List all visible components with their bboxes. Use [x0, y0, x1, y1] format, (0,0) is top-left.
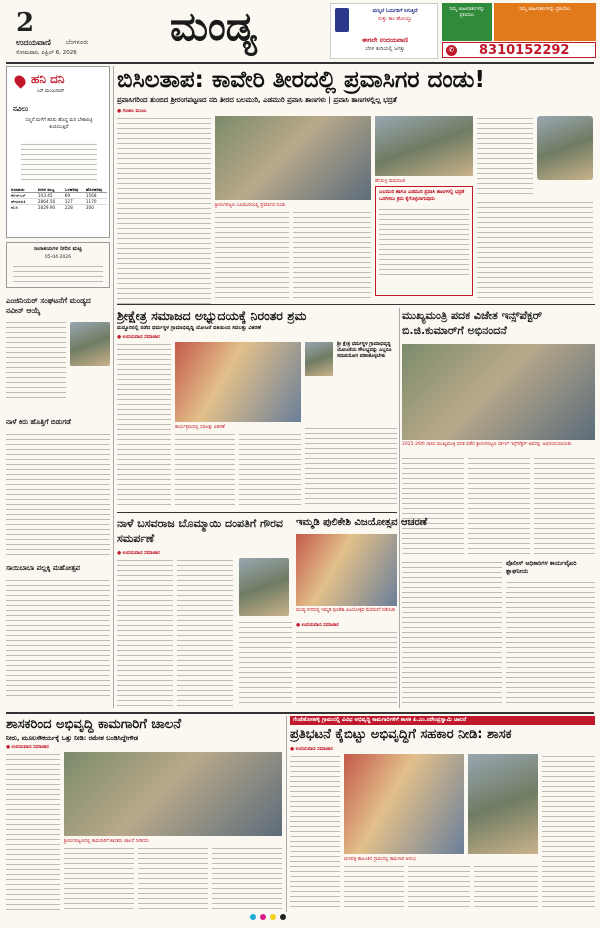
table-row	[11, 205, 107, 210]
bottom-left-story	[6, 716, 282, 912]
bommai-portrait	[239, 558, 289, 616]
top-story-photo-2	[375, 116, 473, 176]
pulakeshi-photo	[296, 534, 397, 606]
bommai-text-3	[239, 620, 292, 706]
table-header: ಜಲಾಶಯ	[11, 187, 25, 192]
table-cell: 69	[64, 193, 71, 198]
column-logo: ಹನಿ ದನಿ	[31, 72, 65, 86]
bottom-left-text-3	[138, 846, 208, 910]
top-story-byline: ● ಗಂಜಾಂ ಮಂಜು	[117, 109, 147, 114]
mid-story-headline: ಶ್ರೀಕ್ಷೇತ್ರ ಸಮಾಜದ ಅಭ್ಯುದಯಕ್ಕೆ ನಿರಂತರ ಶ್ರಮ	[117, 308, 307, 323]
bottom-left-photo-caption: ಶ್ರೀರಂಗಪಟ್ಟಣದಲ್ಲಿ ಕಾಮಗಾರಿಗೆ ಶಾಸಕರು ಚಾಲನೆ ನೀಡಿದರು	[64, 839, 149, 844]
pulakeshi-photo-caption: ಮಂಡ್ಯ ನಗರದಲ್ಲಿ ಇಮ್ಮಡಿ ಪುಲಿಕೇಶಿ ವಿಜಯೋತ್ಸವ ಮೆರವಣಿಗೆ ನಡೆಯಿತು	[296, 608, 396, 613]
bottom-left-text-1	[6, 752, 60, 910]
police-headline: ಪೊಲೀಸ್ ಅಧಿಕಾರಿಗಳ ಕಾರ್ಯವೈಖರಿ ಶ್ಲಾಘನೀಯ	[506, 560, 577, 575]
bottom-right-headline: ಪ್ರತಿಭಟನೆ ಕೈಬಿಟ್ಟು ಅಭಿವೃದ್ಧಿಗೆ ಸಹಕಾರ ನೀಡಿ: ಶಾಸಕ	[290, 727, 512, 742]
table-cell: 2864.56	[37, 199, 56, 204]
dam-level-title: ಜಲಾಶಯಗಳ ನೀರಿನ ಮಟ್ಟ	[34, 246, 82, 252]
drop-icon	[12, 73, 28, 89]
bottom-right-text-3	[408, 864, 470, 910]
mla-portrait	[537, 116, 593, 180]
top-story	[117, 66, 595, 302]
phone-icon: ✆	[446, 45, 457, 56]
column-divider	[113, 66, 114, 708]
ad-phone-number: 8310152292	[479, 43, 570, 58]
sai-story	[6, 564, 110, 706]
mid-story-text-3	[239, 432, 301, 506]
ad-digital-title: ಮನ್ಮಿಲೆ ಓದುಗರಿಗೆ ಸಿಗುತ್ತಿದೆ	[372, 8, 418, 14]
engineer-headline: ಎಂಜಿನಿಯರ್ ಸಂಘಟನೆಗೆ ಮಂಡ್ಯದ ನವೀನ್ ಆಯ್ಕೆ	[6, 296, 91, 315]
ad-green[interactable]	[442, 3, 492, 41]
bottom-right-byline: ● ಉದಯವಾಣಿ ಸಮಾಚಾರ	[290, 747, 333, 752]
pulakeshi-headline: ಇಮ್ಮಡಿ ಪುಲಿಕೇಶಿ ವಿಜಯೋತ್ಸವ ಆಚರಣೆ	[296, 517, 428, 528]
mid-story	[117, 308, 397, 508]
table-cell: 2829.90	[37, 205, 56, 210]
ad-digital-cta-sub: ಬೆರಳ ತುದಿಯಲ್ಲಿ ಜಗತ್ತು	[365, 46, 405, 52]
poem-lines	[21, 142, 97, 182]
column-author: ಎಸ್.ಮಂಜುನಾಥ್	[37, 89, 65, 94]
top-story-text-1	[117, 116, 211, 306]
table-cell: 228	[64, 205, 73, 210]
ad-orange[interactable]	[494, 3, 596, 41]
right-story-photo-caption: 2025-26ನೇ ಸಾಲಿನ ಮುಖ್ಯಮಂತ್ರಿ ಪದಕ ಪಡೆದ ಶ್ರೀರಂಗಪಟ್ಟಣ ಸರ್ಕಲ್ ಇನ್ಸ್‌ಪೆಕ್ಟರ್ ಅವರನ್ನು ಅಭಿನಂದಿಸಲಾಯಿತು	[402, 442, 572, 447]
table-cell: 1170	[85, 199, 97, 204]
pulakeshi-text	[296, 630, 397, 706]
engineer-photo	[70, 322, 110, 366]
table-header: ನೀರಿನ ಮಟ್ಟ	[37, 187, 55, 192]
dam-level-date: 05-04-2026	[44, 255, 72, 260]
engineer-story	[6, 296, 110, 406]
bommai-headline: ನಾಳೆ ಬಸವರಾಜ ಬೊಮ್ಮಾಯಿ ದಂಪತಿಗೆ ಗೌರವ ಸಮರ್ಪಣೆ	[117, 517, 283, 545]
top-story-quote-box	[375, 186, 473, 296]
poem-title: ನವಿಲು	[13, 105, 29, 113]
top-story-photo	[215, 116, 371, 200]
phone-icon	[335, 8, 349, 32]
sahitya-headline: ನಾಳೆ ಕಿರು ಹೊತ್ತಿಗೆ ಬಿಡುಗಡೆ	[6, 418, 71, 426]
mid-story-quote: ಶ್ರೀ ಕ್ಷೇತ್ರ ಧರ್ಮಸ್ಥಳ ಗ್ರಾಮಾಭಿವೃದ್ಧಿ ಯೋಜನೆಯ ಸೌಲಭ್ಯವನ್ನು ಎಲ್ಲರೂ ಸದುಪಯೋಗ ಪಡಿಸಿಕೊಳ್ಳಬೇಕು	[337, 342, 392, 360]
top-story-text-3	[293, 210, 371, 302]
table-cell: 200	[85, 205, 94, 210]
mid-story-text-2	[175, 432, 235, 506]
reg-dot	[260, 914, 266, 920]
section-title: ಮಂಡ್ಯ	[170, 4, 257, 50]
bottom-divider	[286, 716, 287, 912]
table-cell: ಕಬಿನಿ	[11, 205, 19, 210]
table-header: ಹೊರಹರಿವು	[85, 187, 103, 192]
poem-text: ಸಣ್ಣನೆ ಮಳೆಗೆ ಹಸಿರು ಹೊದ್ದ ಮನ ಬೇಕಾಬಿಟ್ಟಿ ಕುಣಿಯುತ್ತಿದೆ	[25, 118, 93, 130]
engineer-text	[6, 320, 66, 400]
bottom-left-text-2	[64, 846, 134, 910]
bottom-left-subhead: ನೀರು, ಮೂಲಸೌಕರ್ಯಕ್ಕೆ ಒತ್ತು ನೀಡಿ: ರಮೇಶ ಬಂಡಿಸಿದ್ದೇಗೌಡ	[6, 734, 138, 742]
bottom-right-photo	[344, 754, 464, 854]
bottom-right-text-4	[474, 864, 538, 910]
top-story-text-2	[215, 210, 289, 302]
paper-name: ಉದಯವಾಣಿ	[16, 38, 51, 47]
top-story-rule	[117, 304, 595, 305]
ad-digital-cta: ಈಗಲೇ ಉದಯವಾಣಿ	[361, 36, 408, 44]
table-cell: 1568	[85, 193, 97, 198]
bottom-left-byline: ● ಉದಯವಾಣಿ ಸಮಾಚಾರ	[6, 745, 49, 750]
top-story-quote: ಬಲಮುರಿ ಹಾಗೂ ಎಡಮುರಿ ಪ್ರವಾಸಿ ತಾಣಗಳಲ್ಲಿ ಭದ್ರತೆ ಒದಗಿಸಲು ಕ್ರಮ ಕೈಗೊಳ್ಳಲಾಗುವುದು	[379, 190, 465, 202]
sahitya-story	[6, 418, 110, 558]
print-registration-marks	[250, 914, 286, 920]
reg-dot	[270, 914, 276, 920]
bottom-right-photo-caption: ಮಳವಳ್ಳಿ ತಾಲೂಕಿನ ಗ್ರಾಮದಲ್ಲಿ ಕಾಮಗಾರಿ ಆರಂಭ	[344, 857, 416, 862]
bommai-text-2	[177, 558, 233, 706]
sahitya-text	[6, 432, 110, 556]
top-story-text-5	[477, 200, 593, 300]
top-story-text-4	[477, 116, 533, 196]
top-story-headline: ಬಿಸಿಲತಾಪ: ಕಾವೇರಿ ತೀರದಲ್ಲಿ ಪ್ರವಾಸಿಗರ ದಂಡು!	[117, 67, 485, 93]
bottom-right-text-1	[290, 754, 340, 910]
mid-story-photo	[175, 342, 301, 422]
mid-story-quote-box	[305, 342, 397, 422]
mid-story-text-4	[305, 426, 397, 506]
table-cell: ಹೇಮಾವತಿ	[11, 199, 26, 204]
date: ಸೋಮವಾರ, ಏಪ್ರಿಲ್ 6, 2026	[16, 50, 77, 56]
ad-digital-sub: ಸುತ್ತು ಕಾಂ ಹೋಯ್ತು	[378, 16, 412, 22]
mid-story-portrait	[305, 342, 333, 376]
mid-story-photo-caption: ಕಾರ್ಯಕ್ರಮದಲ್ಲಿ ಸವಲತ್ತು ವಿತರಣೆ	[175, 425, 225, 430]
bottom-right-text-5	[542, 754, 595, 910]
pulakeshi-story-wide	[296, 516, 595, 708]
sai-text	[6, 578, 110, 698]
sai-headline: ಸಾಯಿಬಾಬಾ ಪಲ್ಲಕ್ಕಿ ಮಹೋತ್ಸವ	[6, 564, 81, 572]
dam-table	[11, 187, 107, 210]
mid-story-subhead: ಮದ್ದೂರಿನಲ್ಲಿ ನಡೆದ ಧರ್ಮಸ್ಥಳ ಗ್ರಾಮಾಭಿವೃದ್ಧಿ ಯೋಜನೆ ವತಿಯಿಂದ ಸವಲತ್ತು ವಿತರಣೆ	[117, 325, 261, 331]
reg-dot	[280, 914, 286, 920]
masthead-rule	[6, 62, 594, 64]
table-cell: 127	[64, 199, 73, 204]
ad-digital[interactable]	[330, 3, 438, 59]
bottom-right-kicker: ಗೆಂಡೆಹೊಸಹಳ್ಳಿ ಗ್ರಾಮದಲ್ಲಿ ವಿವಿಧ ಅಭಿವೃದ್ಧಿ ಕಾಮಗಾರಿಗಳಿಗೆ ಶಾಸಕ ಪಿ.ಎಂ.ನರೇಂದ್ರಸ್ವಾಮಿ ಚಾಲನೆ	[290, 716, 595, 725]
masthead	[0, 0, 600, 62]
ad-orange-text: ನಿಮ್ಮ ಜಾಹೀರಾತುಗಳನ್ನು ಪ್ರಕಟಿಸಲು	[519, 7, 571, 12]
right-story-photo	[402, 344, 595, 440]
top-story-photo-caption: ಶ್ರೀರಂಗಪಟ್ಟಣ ಬಲಮುರಿಯಲ್ಲಿ ಪ್ರವಾಸಿಗರ ದಂಡು	[215, 203, 286, 208]
table-cell: ಕೆಆರ್‌ಎಸ್	[11, 193, 26, 198]
bommai-byline: ● ಉದಯವಾಣಿ ಸಮಾಚಾರ	[117, 551, 160, 556]
left-column	[6, 66, 110, 708]
right-story-headline: ಮುಖ್ಯಮಂತ್ರಿ ಪದಕ ವಿಜೇತ ಇನ್ಸ್‌ಪೆಕ್ಟರ್ ಬಿ.ಜಿ.ಕುಮಾರ್‌ಗೆ ಅಭಿನಂದನೆ	[402, 309, 543, 337]
bottom-right-photo-2	[468, 754, 538, 854]
bottom-right-story	[290, 716, 595, 912]
bottom-right-text-2	[344, 864, 404, 910]
bottom-left-text-4	[212, 846, 282, 910]
dam-level-lines	[13, 264, 103, 284]
mid-story-text-1	[117, 342, 171, 506]
bottom-left-photo	[64, 752, 282, 836]
bommai-rule	[117, 512, 397, 513]
bottom-rule	[6, 712, 594, 714]
ad-phone-strip[interactable]	[442, 42, 596, 58]
bommai-text-1	[117, 558, 173, 706]
city: ಬೆಂಗಳೂರು	[66, 39, 89, 46]
hani-dani-box	[6, 66, 110, 238]
page-number: 2	[16, 8, 35, 38]
table-header: ಒಳಹರಿವು	[64, 187, 79, 192]
top-story-photo2-caption: ಹೆಸರುಳ್ಳ ನಾಮಫಲಕ	[375, 179, 405, 184]
bottom-left-headline: ಶಾಸಕರಿಂದ ಅಭಿವೃದ್ಧಿ ಕಾಮಗಾರಿಗೆ ಚಾಲನೆ	[6, 717, 181, 732]
bommai-story	[117, 516, 292, 708]
dam-level-box	[6, 242, 110, 288]
quote-lines	[379, 207, 469, 277]
ad-green-text: ನಿಮ್ಮ ಜಾಹೀರಾತುಗಳನ್ನು ಪ್ರಕಟಿಸಲು	[449, 7, 485, 18]
reg-dot	[250, 914, 256, 920]
pulakeshi-byline: ● ಉದಯವಾಣಿ ಸಮಾಚಾರ	[296, 623, 339, 628]
table-cell: 103.45	[37, 193, 53, 198]
mid-story-byline: ● ಉದಯವಾಣಿ ಸಮಾಚಾರ	[117, 335, 160, 340]
top-story-subhead: ಪ್ರವಾಸಿಗರಿಂದ ತುಂಬಿದ ಶ್ರೀರಂಗಪಟ್ಟಣದ ನದಿ ತೀರದ ಬಲಮುರಿ, ಎಡಮುರಿ ಪ್ರವಾಸಿ ತಾಣಗಳು | ಪ್ರವಾಸಿ ತಾಣಗಳಲ್ಲಿಲ್ಲ ಭದ್ರತೆ	[117, 96, 397, 104]
